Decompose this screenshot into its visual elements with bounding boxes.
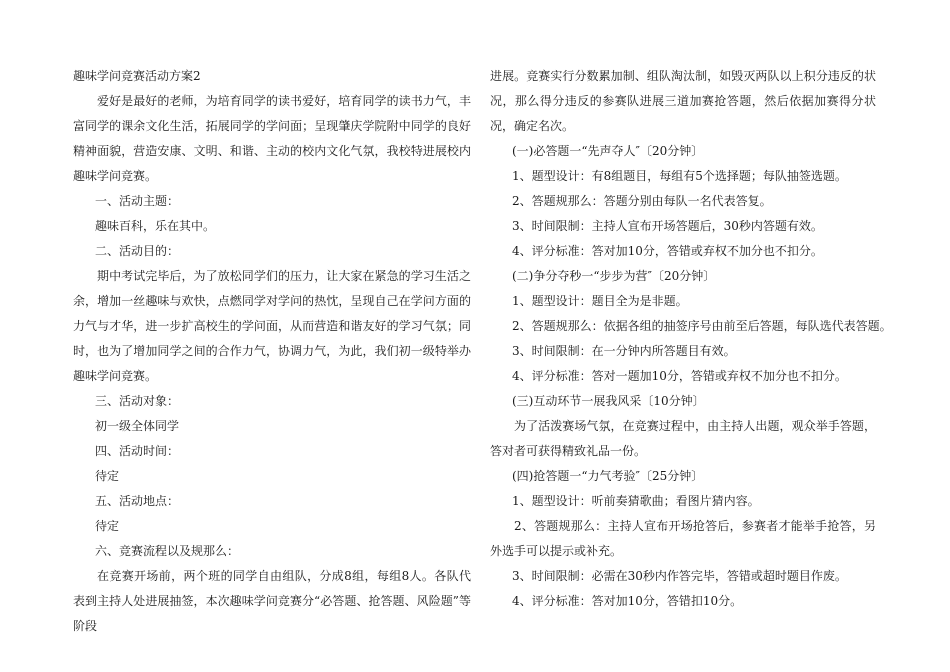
subsection-interactive: (三)互动环节一展我风采〔10分钟〕 bbox=[512, 394, 705, 408]
buzzer-time-limit: 3、时间限制：必需在30秒内作答完毕，答错或超时题目作废。 bbox=[512, 569, 847, 583]
section-heading-target: 三、活动对象： bbox=[95, 394, 180, 408]
right-column bbox=[490, 64, 892, 614]
true-false-time-limit: 3、时间限制：在一分钟内所答题目有效。 bbox=[512, 344, 736, 358]
process-continued-paragraph: 进展。竞赛实行分数累加制、组队淘汰制，如毁灭两队以上积分违反的状况，那么得分违反的参赛队进展三道加赛抢答题，然后依据加赛得分状况，确定名次。 bbox=[490, 69, 876, 133]
theme-text: 趣味百科，乐在其中。 bbox=[95, 219, 216, 233]
purpose-paragraph: 期中考试完毕后，为了放松同学们的压力，让大家在紧急的学习生活之余，增加一丝趣味与欢快，点燃同学对学问的热忱，呈现自己在学问方面的力气与才华，进一步扩高校生的学问面，从而营造和谐友好的学习气氛；同时，也为了增加同学之间的合作力气，协调力气，为此，我们初一级特举办趣味学问竞赛。 bbox=[73, 269, 471, 383]
place-text: 待定 bbox=[95, 519, 120, 533]
required-question-design: 1、题型设计：有8组题目，每组有5个选择题；每队抽签选题。 bbox=[512, 169, 847, 183]
required-question-rules: 2、答题规那么：答题分别由每队一名代表答复。 bbox=[512, 194, 772, 208]
section-heading-time: 四、活动时间： bbox=[95, 444, 180, 458]
buzzer-design: 1、题型设计：听前奏猜歌曲；看图片猜内容。 bbox=[512, 494, 760, 508]
left-column bbox=[73, 64, 471, 639]
section-heading-theme: 一、活动主题： bbox=[95, 194, 180, 208]
interactive-paragraph: 为了活泼赛场气氛，在竞赛过程中，由主持人出题，观众举手答题，答对者可获得精致礼品一份。 bbox=[490, 419, 876, 458]
true-false-scoring: 4、评分标准：答对一题加10分，答错或弃权不加分也不扣分。 bbox=[512, 369, 847, 383]
true-false-design: 1、题型设计：题目全为是非题。 bbox=[512, 294, 688, 308]
subsection-buzzer: (四)抢答题一“力气考验″〔25分钟〕 bbox=[512, 469, 704, 483]
required-question-time-limit: 3、时间限制：主持人宣布开场答题后，30秒内答题有效。 bbox=[512, 219, 823, 233]
section-heading-purpose: 二、活动目的： bbox=[95, 244, 180, 258]
buzzer-rules: 2、答题规那么：主持人宣布开场抢答后，参赛者才能举手抢答，另外选手可以提示或补充。 bbox=[490, 519, 876, 558]
section-heading-place: 五、活动地点： bbox=[95, 494, 180, 508]
buzzer-scoring: 4、评分标准：答对加10分，答错扣10分。 bbox=[512, 594, 743, 608]
section-heading-process: 六、竞赛流程以及规那么： bbox=[95, 544, 240, 558]
subsection-true-false: (二)争分夺秒一“步步为营″〔20分钟〕 bbox=[512, 269, 716, 283]
process-paragraph: 在竞赛开场前，两个班的同学自由组队，分成8组，每组8人。各队代表到主持人处进展抽签，本次趣味学问竞赛分“必答题、抢答题、风险题”等阶段 bbox=[73, 569, 471, 633]
time-text: 待定 bbox=[95, 469, 120, 483]
true-false-rules: 2、答题规那么：依据各组的抽签序号由前至后答题，每队选代表答题。 bbox=[512, 319, 892, 333]
subsection-required-questions: (一)必答题一“先声夺人″〔20分钟〕 bbox=[512, 144, 704, 158]
required-question-scoring: 4、评分标准：答对加10分，答错或弃权不加分也不扣分。 bbox=[512, 244, 823, 258]
intro-paragraph: 爱好是最好的老师，为培育同学的读书爱好，培育同学的读书力气，丰富同学的课余文化生活，拓展同学的学问面；呈现肇庆学院附中同学的良好精神面貌，营造安康、文明、和谐、主动的校内文化气氛，我校特进展校内趣味学问竞赛。 bbox=[73, 94, 471, 183]
document-title: 趣味学问竞赛活动方案2 bbox=[73, 69, 201, 83]
target-text: 初一级全体同学 bbox=[95, 419, 180, 433]
